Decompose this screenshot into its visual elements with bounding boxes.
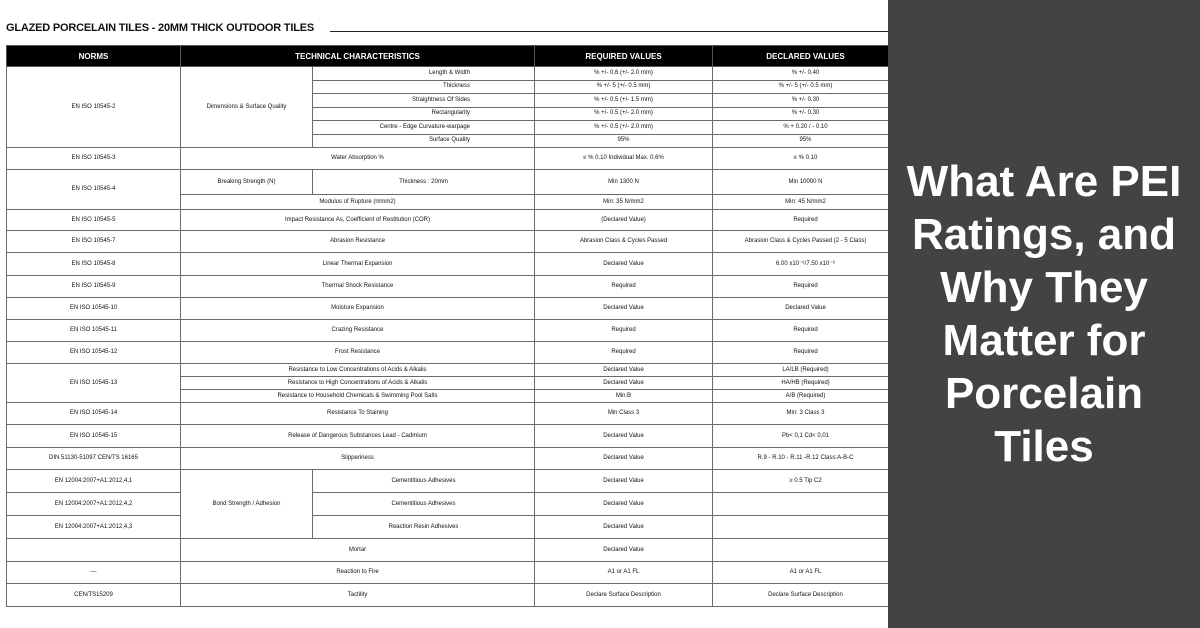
declared-cell: % +/- 0.30 — [713, 94, 889, 108]
declared-cell: 95% — [713, 134, 889, 148]
group-cell: Breaking Strength (N) — [181, 170, 313, 195]
characteristic-cell: Slipperiness — [181, 448, 535, 470]
table-row — [7, 320, 889, 342]
table-row — [7, 231, 889, 253]
required-cell: Abrasion Class & Cycles Passed — [535, 231, 713, 253]
norm-cell: EN ISO 10545-7 — [7, 231, 181, 253]
characteristic-cell: Cementitious Adhesives — [313, 493, 535, 516]
required-cell: Declared Value — [535, 298, 713, 320]
required-cell: Declared Value — [535, 377, 713, 390]
declared-cell: A1 or A1 FL — [713, 562, 889, 584]
norm-cell: EN ISO 10545-11 — [7, 320, 181, 342]
declared-cell: R.9 - R.10 - R.11 -R.12 Class:A-B-C — [713, 448, 889, 470]
characteristic-cell: Modulus of Rupture (n/mm2) — [181, 195, 535, 210]
required-cell: Min: 35 N/mm2 — [535, 195, 713, 210]
declared-cell: ≥ 0.5 Tip C2 — [713, 470, 889, 493]
header-technical-characteristics: TECHNICAL CHARACTERISTICS — [181, 46, 535, 67]
characteristic-cell: Surface Quality — [313, 134, 535, 148]
declared-cell — [713, 516, 889, 539]
characteristic-cell: Centre - Edge Curvature-warpage — [313, 121, 535, 135]
header-norms: NORMS — [7, 46, 181, 67]
required-cell: 95% — [535, 134, 713, 148]
headline-text: What Are PEI Ratings, and Why They Matter for Porcelain Tiles — [906, 157, 1182, 471]
required-cell: Min Class 3 — [535, 403, 713, 425]
norm-cell — [7, 539, 181, 562]
required-cell: A1 or A1 FL — [535, 562, 713, 584]
required-cell: Min 1300 N — [535, 170, 713, 195]
norm-cell: EN ISO 10545-14 — [7, 403, 181, 425]
table-header-row — [7, 46, 889, 67]
characteristic-cell: Mortar — [181, 539, 535, 562]
declared-cell: Abrasion Class & Cycles Passed (2 - 5 Class) — [713, 231, 889, 253]
characteristic-cell: Length & Width — [313, 67, 535, 81]
title-divider — [330, 31, 888, 32]
characteristic-cell: Frost Resistance — [181, 342, 535, 364]
table-row — [7, 470, 889, 493]
spec-table — [6, 45, 888, 607]
required-cell: % +/- 0.5 (+/- 2.0 mm) — [535, 107, 713, 121]
declared-cell: Declare Surface Description — [713, 584, 889, 607]
required-cell: Declared Value — [535, 448, 713, 470]
table-row — [7, 170, 889, 195]
document-title: GLAZED PORCELAIN TILES - 20MM THICK OUTDOOR TILES — [6, 22, 314, 34]
required-cell: % +/- 0.5 (+/- 2.0 mm) — [535, 121, 713, 135]
characteristic-cell: Reaction to Fire — [181, 562, 535, 584]
norm-cell: EN ISO 10545-8 — [7, 253, 181, 276]
norm-cell: EN ISO 10545-2 — [7, 67, 181, 148]
headline-panel — [888, 0, 1200, 628]
table-row — [7, 210, 889, 231]
header-declared-values: DECLARED VALUES — [713, 46, 889, 67]
table-row — [7, 539, 889, 562]
table-row — [7, 276, 889, 298]
characteristic-cell: Tactility — [181, 584, 535, 607]
group-cell: Dimensions & Surface Quality — [181, 67, 313, 148]
characteristic-cell: Moisture Expansion — [181, 298, 535, 320]
required-cell: Declared Value — [535, 516, 713, 539]
declared-cell: HA/HB (Required) — [713, 377, 889, 390]
required-cell: % +/- 5 (+/- 0.5 mm) — [535, 80, 713, 94]
declared-cell: Required — [713, 342, 889, 364]
required-cell: Required — [535, 320, 713, 342]
norm-cell: DIN 51130-51097 CEN/TS 16165 — [7, 448, 181, 470]
required-cell: Declare Surface Description — [535, 584, 713, 607]
table-row — [7, 425, 889, 448]
characteristic-cell: Crazing Resistance — [181, 320, 535, 342]
table-row — [7, 253, 889, 276]
characteristic-cell: Thermal Shock Resistance — [181, 276, 535, 298]
characteristic-cell: Resistance to Low Concentrations of Acids & Alkalis — [181, 364, 535, 377]
table-row — [7, 493, 889, 516]
norm-cell: EN ISO 10545-13 — [7, 364, 181, 403]
characteristic-cell: Rectangularity — [313, 107, 535, 121]
table-row — [7, 584, 889, 607]
header-required-values: REQUIRED VALUES — [535, 46, 713, 67]
characteristic-cell: Water Absorption % — [181, 148, 535, 170]
characteristic-cell: Reaction Resin Adhesives — [313, 516, 535, 539]
norm-cell: EN 12004:2007+A1:2012,4,3 — [7, 516, 181, 539]
declared-cell: Declared Value — [713, 298, 889, 320]
declared-cell: A/B (Required) — [713, 390, 889, 403]
table-row — [7, 148, 889, 170]
required-cell: Min:B — [535, 390, 713, 403]
required-cell: % +/- 0.5 (+/- 1.5 mm) — [535, 94, 713, 108]
declared-cell: Min: 3 Class 3 — [713, 403, 889, 425]
declared-cell: 6.00 x10⁻⁶/7.50 x10⁻⁶ — [713, 253, 889, 276]
table-row — [7, 403, 889, 425]
required-cell: Declared Value — [535, 493, 713, 516]
table-row — [7, 67, 889, 81]
norm-cell: EN 12004:2007+A1:2012,4,2 — [7, 493, 181, 516]
norm-cell: EN ISO 10545-10 — [7, 298, 181, 320]
table-row — [7, 364, 889, 377]
group-cell: Bond Strength / Adhesion — [181, 470, 313, 539]
declared-cell: Pb< 0,1 Cd< 0,01 — [713, 425, 889, 448]
norm-cell: EN ISO 10545-3 — [7, 148, 181, 170]
declared-cell: ≤ % 0.10 — [713, 148, 889, 170]
declared-cell: Required — [713, 210, 889, 231]
required-cell: (Declared Value) — [535, 210, 713, 231]
declared-cell: Min: 45 N/mm2 — [713, 195, 889, 210]
norm-cell: — — [7, 562, 181, 584]
norm-cell: EN ISO 10545-15 — [7, 425, 181, 448]
required-cell: Declared Value — [535, 539, 713, 562]
norm-cell: EN ISO 10545-5 — [7, 210, 181, 231]
characteristic-cell: Resistance To Staining — [181, 403, 535, 425]
norm-cell: CEN/TS15209 — [7, 584, 181, 607]
table-row — [7, 562, 889, 584]
characteristic-cell: Linear Thermal Expansion — [181, 253, 535, 276]
required-cell: Declared Value — [535, 253, 713, 276]
declared-cell: % + 0.20 / - 0.10 — [713, 121, 889, 135]
required-cell: Declared Value — [535, 425, 713, 448]
table-row — [7, 342, 889, 364]
declared-cell: % +/- 5 (+/- 0.5 mm) — [713, 80, 889, 94]
declared-cell: LA/LB (Required) — [713, 364, 889, 377]
declared-cell: % +/- 0.30 — [713, 107, 889, 121]
required-cell: Declared Value — [535, 470, 713, 493]
table-row — [7, 298, 889, 320]
required-cell: Declared Value — [535, 364, 713, 377]
characteristic-cell: Release of Dangerous Substances Lead - Cadmium — [181, 425, 535, 448]
norm-cell: EN 12004:2007+A1:2012,4,1 — [7, 470, 181, 493]
characteristic-cell: Abrasion Resistance — [181, 231, 535, 253]
characteristic-cell: Thickness — [313, 80, 535, 94]
required-cell: ≤ % 0.10 Individual Max. 0.6% — [535, 148, 713, 170]
declared-cell: Min 10000 N — [713, 170, 889, 195]
norm-cell: EN ISO 10545-12 — [7, 342, 181, 364]
characteristic-cell: Resistance to Household Chemicals & Swimming Pool Salts — [181, 390, 535, 403]
characteristic-cell: Impact Resistance As, Coefficient of Restitution (COR) — [181, 210, 535, 231]
characteristic-cell: Thickness : 20mm — [313, 170, 535, 195]
declared-cell: Required — [713, 320, 889, 342]
declared-cell — [713, 493, 889, 516]
declared-cell — [713, 539, 889, 562]
required-cell: Required — [535, 342, 713, 364]
table-row — [7, 516, 889, 539]
declared-cell: % +/- 0.40 — [713, 67, 889, 81]
required-cell: % +/- 0,6 (+/- 2.0 mm) — [535, 67, 713, 81]
norm-cell: EN ISO 10545-9 — [7, 276, 181, 298]
characteristic-cell: Straightness Of Sides — [313, 94, 535, 108]
table-row — [7, 448, 889, 470]
characteristic-cell: Resistance to High Concentrations of Acids & Alkalis — [181, 377, 535, 390]
required-cell: Required — [535, 276, 713, 298]
declared-cell: Required — [713, 276, 889, 298]
norm-cell: EN ISO 10545-4 — [7, 170, 181, 210]
characteristic-cell: Cementitious Adhesives — [313, 470, 535, 493]
